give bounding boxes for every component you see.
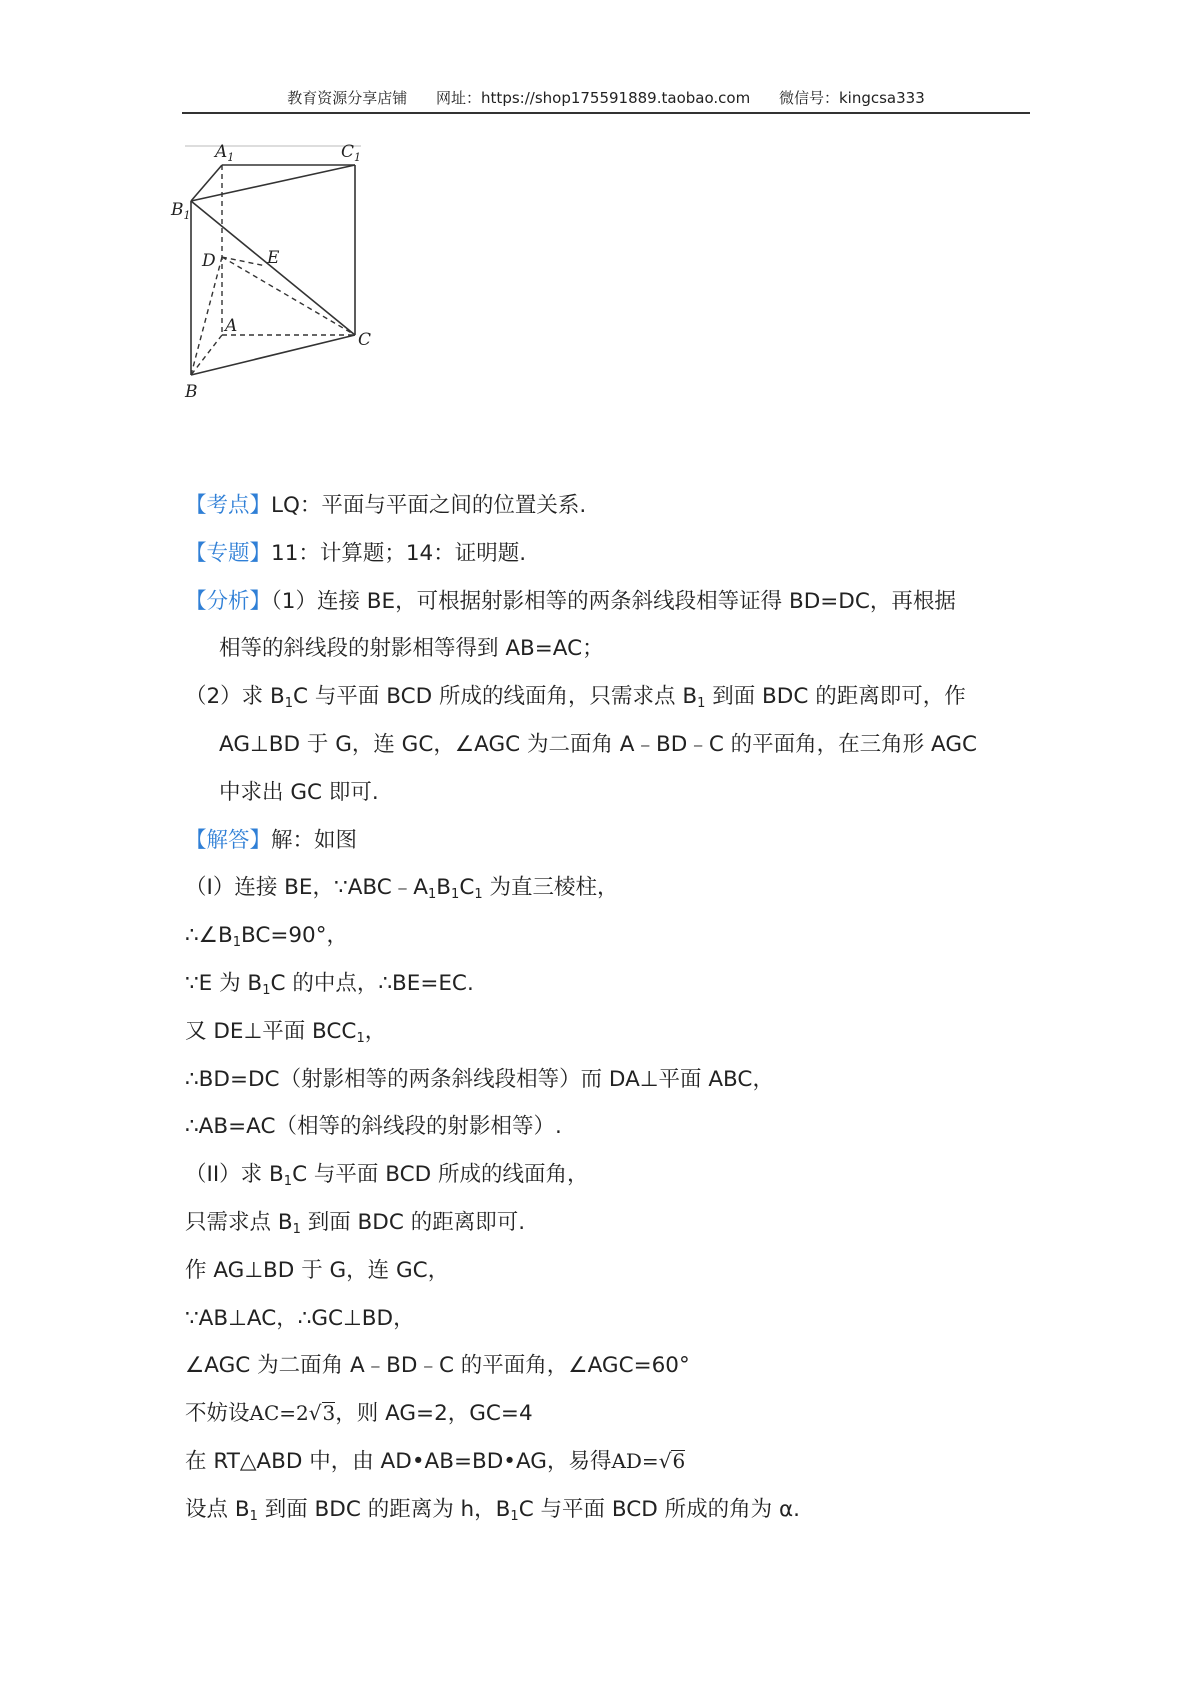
edge-dc bbox=[222, 257, 355, 335]
step-13: 在 RT△ABD 中，由 AD•AB=BD•AG，易得AD=√6 bbox=[185, 1438, 1045, 1486]
edge-bc bbox=[191, 335, 355, 375]
step-4: 又 DE⊥平面 $BCC_1$， bbox=[185, 1018, 387, 1046]
fenxi-line-4: AG⊥BD 于 G，连 GC，∠AGC 为二面角 A﹣BD﹣C 的平面角，在三角形 AGC bbox=[219, 731, 978, 757]
step-8: 只需求点 $B_1$ 到面 BDC 的距离即可. bbox=[185, 1209, 526, 1237]
math-sqrt6: √6 bbox=[658, 1448, 686, 1473]
step-10: ∵AB⊥AC，∴GC⊥BD， bbox=[185, 1305, 415, 1331]
edge-b1c1 bbox=[191, 165, 355, 201]
jieda-tag: 【解答】 bbox=[185, 827, 272, 853]
step-2: $\therefore\angle B_1BC=90^\circ$， bbox=[185, 923, 348, 951]
step-1: （I）连接 BE，$\because ABC﹣A_1B_1C_1$ 为直三棱柱， bbox=[185, 875, 619, 903]
fenxi-line-2: 相等的斜线段的射影相等得到 AB=AC； bbox=[219, 636, 604, 662]
math-ac: AC=2 bbox=[249, 1401, 309, 1426]
prism-figure bbox=[171, 142, 405, 445]
math-ad: AD= bbox=[611, 1448, 659, 1473]
solution-content bbox=[185, 482, 1045, 1534]
label-d: D bbox=[202, 251, 216, 271]
label-e: E bbox=[267, 248, 280, 268]
step-12: 不妨设AC=2√3，则 AG=2，GC=4 bbox=[185, 1390, 1045, 1438]
fenxi-line-3: （2）求 $B_1C$ 与平面 BCD 所成的线面角，只需求点 $B_1$ 到面 BDC 的距离即可，作 bbox=[185, 684, 966, 712]
kaodian-text: LQ：平面与平面之间的位置关系. bbox=[271, 493, 587, 518]
label-c: C bbox=[358, 330, 372, 350]
math-sqrt3: √3 bbox=[308, 1401, 336, 1426]
step-7: （II）求 $B_1C$ 与平面 BCD 所成的线面角， bbox=[185, 1162, 589, 1190]
step-14: 设点 $B_1$ 到面 BDC 的距离为 h，$B_1C$ 与平面 BCD 所成的角为 α. bbox=[185, 1496, 800, 1524]
step-9: 作 AG⊥BD 于 G，连 GC， bbox=[185, 1257, 450, 1283]
header-url: 网址：https://shop175591889.taobao.com bbox=[436, 89, 751, 107]
zhuanti-tag: 【专题】 bbox=[185, 540, 272, 566]
edge-db bbox=[191, 257, 222, 375]
step-6: ∴AB=AC（相等的斜线段的射影相等）. bbox=[185, 1114, 562, 1140]
zhuanti-line bbox=[185, 530, 1045, 578]
edge-de bbox=[222, 257, 266, 266]
kaodian-line bbox=[185, 482, 1045, 530]
fenxi-tag: 【分析】 bbox=[185, 588, 272, 614]
step-5: ∴BD=DC（射影相等的两条斜线段相等）而 DA⊥平面 ABC， bbox=[185, 1066, 774, 1092]
jieda-line: 【解答】解：如图 bbox=[185, 827, 358, 853]
label-a: A bbox=[225, 316, 238, 336]
kaodian-tag: 【考点】 bbox=[185, 493, 272, 518]
header-shop: 教育资源分享店铺 bbox=[287, 89, 408, 107]
label-c1: $C_1$ bbox=[341, 142, 362, 164]
step-3: ∵E 为 $B_1C$ 的中点，∴BE=EC. bbox=[185, 970, 474, 998]
label-b1: $B_1$ bbox=[171, 200, 191, 222]
step-11: ∠AGC 为二面角 A﹣BD﹣C 的平面角，∠AGC=60° bbox=[185, 1353, 690, 1379]
fenxi-line-5: 中求出 GC 即可. bbox=[219, 779, 379, 805]
zhuanti-text: 11：计算题；14：证明题. bbox=[271, 540, 527, 566]
header-wechat: 微信号：kingcsa333 bbox=[778, 89, 925, 107]
label-a1: $A_1$ bbox=[215, 142, 235, 164]
fenxi-line-1: 【分析】（1）连接 BE，可根据射影相等的两条斜线段相等证得 BD=DC，再根据 bbox=[185, 588, 956, 614]
label-b: B bbox=[185, 382, 198, 402]
page-header bbox=[182, 86, 1030, 114]
